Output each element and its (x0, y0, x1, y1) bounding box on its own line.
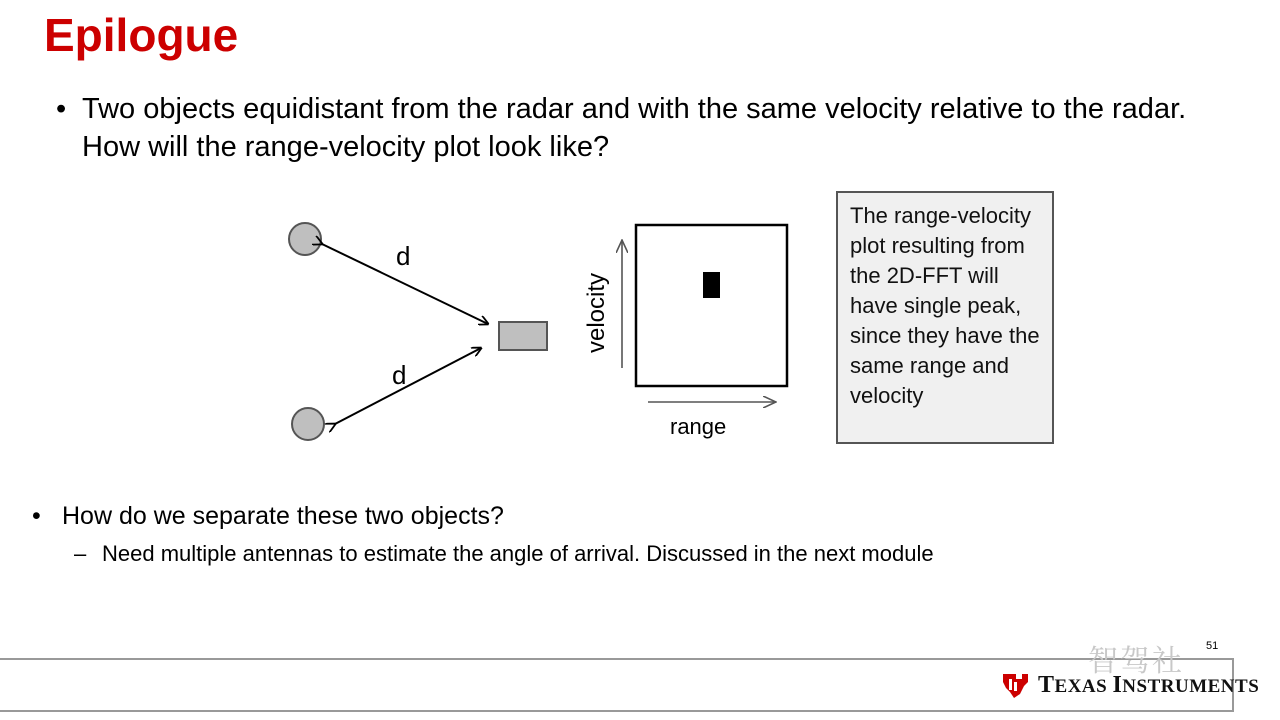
distance-label-bottom: d (392, 360, 407, 390)
bullet-separation (32, 500, 1212, 532)
distance-label-top: d (396, 241, 411, 271)
sub-bullet-marker: – (74, 541, 87, 566)
sub-bullet-text: Need multiple antennas to estimate the angle of arrival. Discussed in the next module (102, 541, 934, 566)
ti-logo-text: TEXAS INSTRUMENTS (1038, 671, 1260, 698)
bullet-separation-text: How do we separate these two objects? (62, 502, 504, 530)
callout-box: The range-velocity plot resulting from the 2D-FFT will have single peak, since they have the same range and velocity (836, 191, 1054, 444)
range-axis-label: range (670, 414, 727, 439)
page-number: 51 (1206, 640, 1219, 652)
object-bottom (292, 408, 324, 440)
bullet-marker: • (56, 93, 67, 125)
slide-title: Epilogue (44, 9, 239, 61)
bullet-question-text: Two objects equidistant from the radar and with the same velocity relative to the radar. How will the range-velocity plot look like? (82, 93, 1187, 163)
ti-logo (1000, 670, 1259, 700)
velocity-axis-label: velocity (583, 272, 610, 353)
ti-logo-icon (1000, 670, 1032, 700)
bullet-marker-2: • (32, 502, 41, 530)
range-velocity-plot (636, 225, 787, 386)
distance-arrow-bottom (335, 348, 481, 424)
object-top (289, 223, 321, 255)
plot-peak (703, 272, 720, 298)
watermark-text: 智驾社 (1088, 644, 1184, 679)
radar-box (499, 322, 547, 350)
sub-bullet (74, 540, 934, 568)
